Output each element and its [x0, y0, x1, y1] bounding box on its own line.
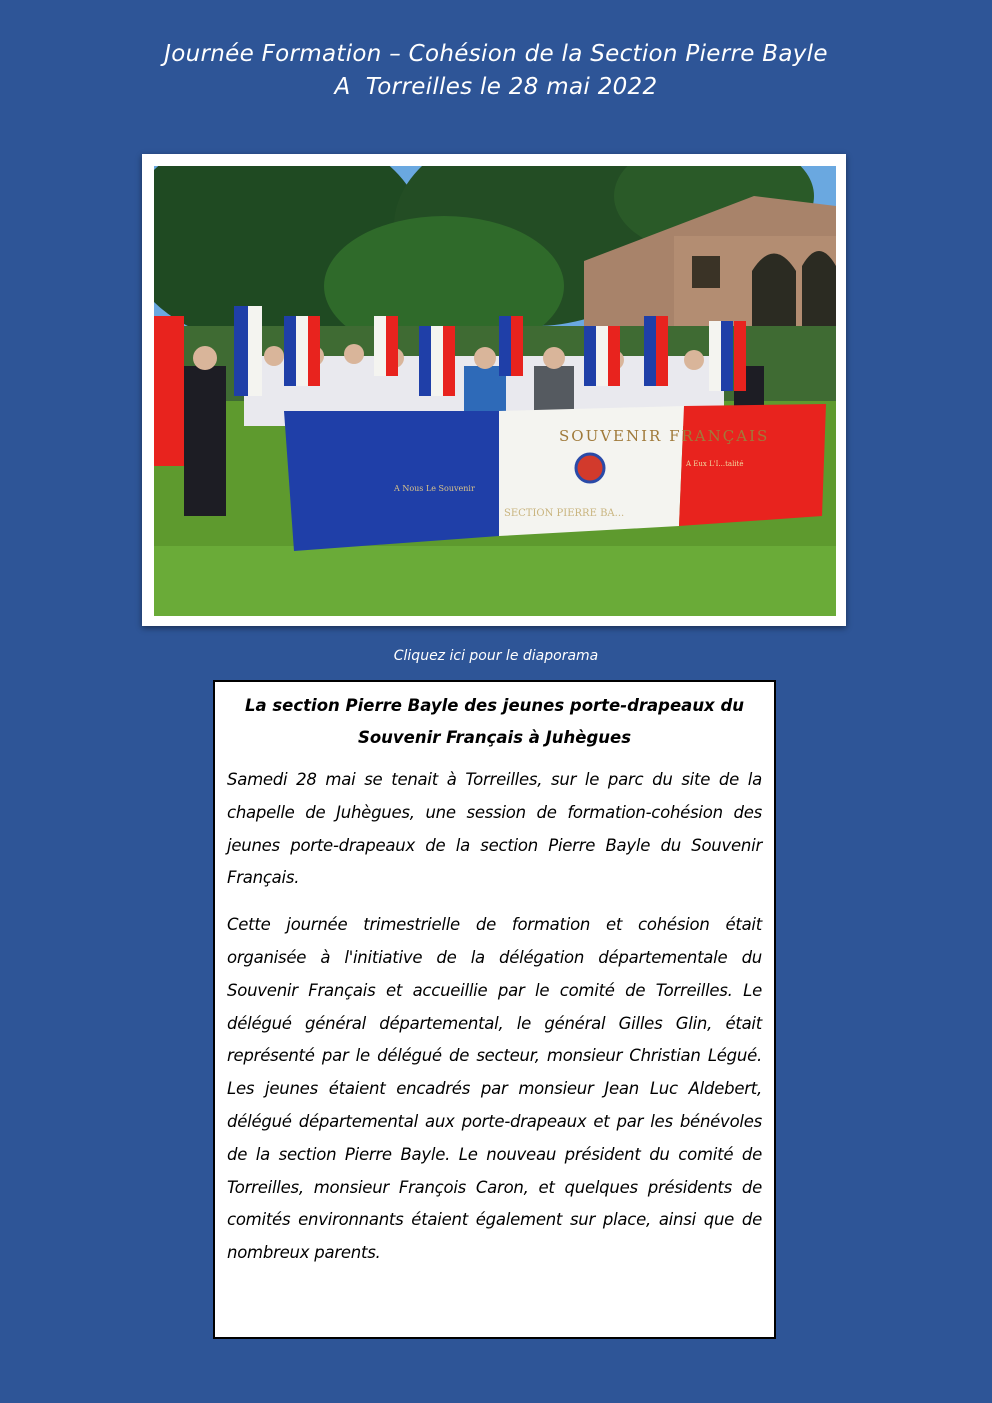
article-paragraph-1: Samedi 28 mai se tenait à Torreilles, sur le parc du site de la chapelle de Juhègues, une session de formation-cohésion des jeunes porte-drapeaux de la section Pierre Bayle du Souvenir Français. [227, 770, 762, 888]
page-title [0, 38, 992, 104]
article-title: La section Pierre Bayle des jeunes porte-drapeaux du Souvenir Français à Juhègues [244, 696, 745, 747]
article-paragraph-2: Cette journée trimestrielle de formation et cohésion était organisée à l'initiative de la délégation départementale du Souvenir Français et accueillie par le comité de Torreilles. Le délégué général départemental, le général Gilles Glin, était représenté par le délégué de secteur, monsieur Christian Légué. Les jeunes étaient encadrés par monsieur Jean Luc Aldebert, délégué départemental aux porte-drapeaux et par les bénévoles de la section Pierre Bayle. Le nouveau président du comité de Torreilles, monsieur François Caron, et quelques présidents de comités environnants étaient également sur place, ainsi que de nombreux parents. [227, 915, 762, 1263]
group-photo-illustration [154, 166, 836, 616]
lawn-fore [154, 546, 836, 616]
article-box [213, 680, 776, 1339]
group-photo[interactable] [154, 166, 836, 616]
slideshow-link[interactable]: Cliquez ici pour le diaporama [393, 648, 599, 664]
page-title-line-1: Journée Formation – Cohésion de la Section Pierre Bayle [164, 41, 828, 67]
banner-left-text: A Nous Le Souvenir [394, 484, 475, 493]
chapel-window [692, 256, 720, 288]
page-title-line-2: A Torreilles le 28 mai 2022 [334, 74, 658, 100]
photo-frame[interactable] [142, 154, 846, 626]
banner-text: SOUVENIR FRANÇAIS [559, 427, 770, 445]
banner-bottom-text: SECTION PIERRE BA... [504, 508, 625, 519]
banner-right-text: A Eux L'I...talité [686, 460, 744, 468]
